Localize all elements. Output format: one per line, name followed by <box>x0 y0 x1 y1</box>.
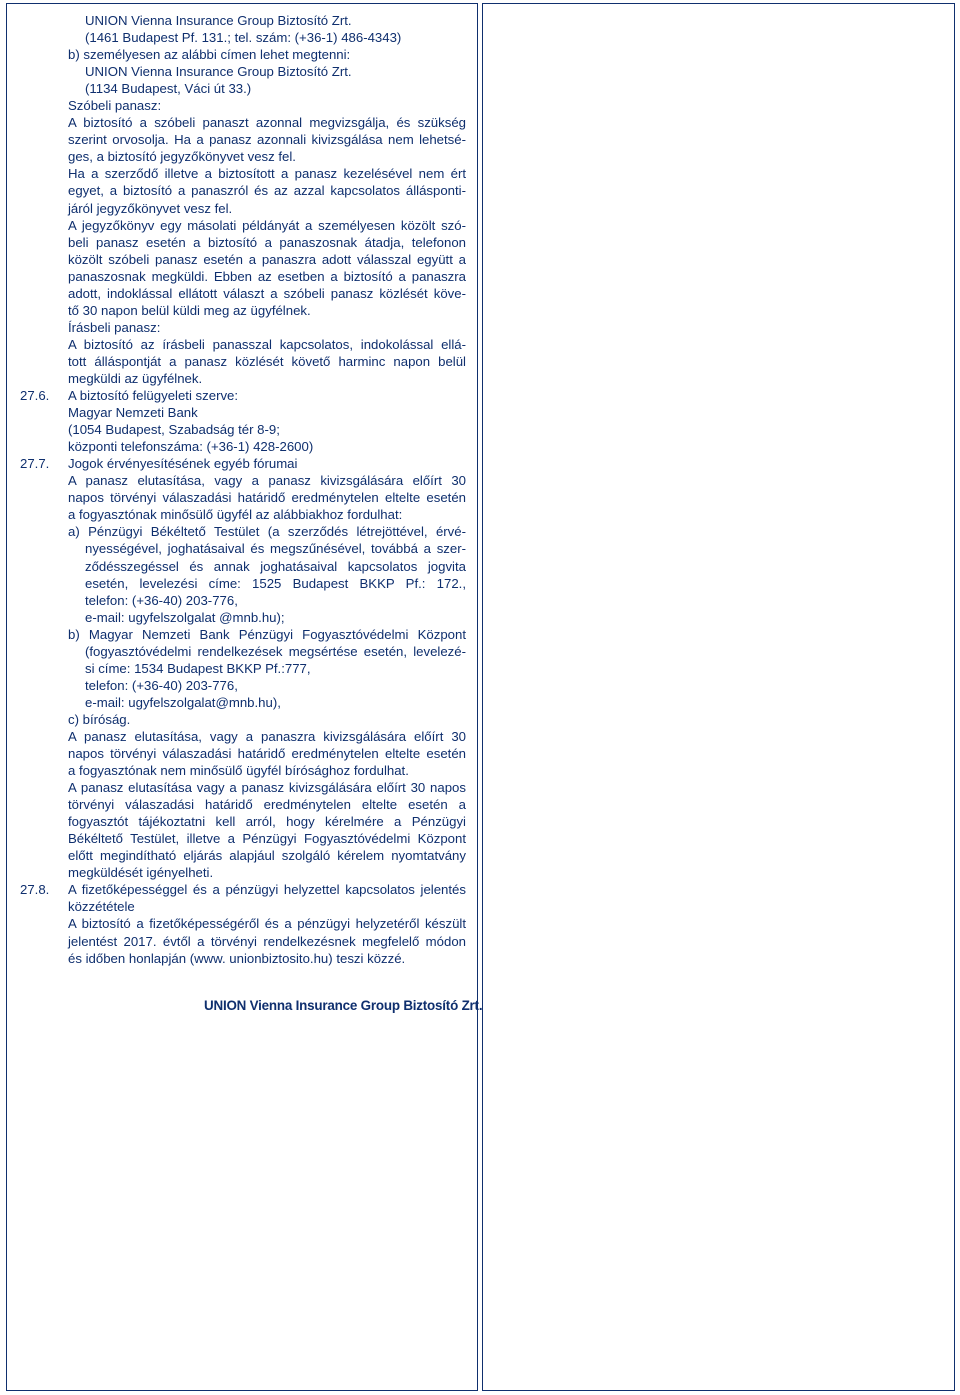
section-number: 27.7. <box>20 456 50 472</box>
section-number: 27.8. <box>20 882 50 898</box>
text-line: panaszosnak megküldi. Ebben az esetben a biztosító a panaszra <box>68 268 466 284</box>
text-line: központi telefonszáma: (+36-1) 428-2600) <box>68 439 314 455</box>
left-column-text <box>20 12 466 967</box>
section-27-7 <box>20 455 466 881</box>
text-line: A panasz elutasítása, vagy a panaszra kivizsgálására előírt 30 <box>68 728 466 744</box>
company-signature: UNION Vienna Insurance Group Biztosító Zrt. <box>204 998 483 1013</box>
text-line: e-mail: ugyfelszolgalat @mnb.hu); <box>85 609 285 625</box>
text-line: Magyar Nemzeti Bank <box>68 405 198 421</box>
text-line: adott, indoklással ellátott választ a szóbeli panasz közlését köve- <box>68 285 466 301</box>
text-line: megküldi az ügyfélnek. <box>68 370 203 386</box>
text-line: A panasz elutasítása, vagy a panasz kivizsgálására előírt 30 <box>68 473 466 489</box>
section-heading-cont: közzététele <box>68 899 135 915</box>
text-line: a fogyasztónak minősülő ügyfél az alábbiakhoz fordulhat: <box>68 507 403 523</box>
text-line: (1461 Budapest Pf. 131.; tel. szám: (+36-1) 486-4343) <box>85 30 402 46</box>
subheading-written-complaint: Írásbeli panasz: <box>68 319 161 335</box>
text-line: közölt szóbeli panasz esetén a panaszra adott válasszal együtt a <box>68 251 466 267</box>
text-line: és időben honlapján (www. unionbiztosito.hu) teszi közzé. <box>68 950 406 966</box>
text-line: napos törvényi válaszadási határidő eredménytelen eltelte esetén <box>68 490 466 506</box>
text-line: ges, a biztosító jegyzőkönyvet vesz fel. <box>68 149 296 165</box>
text-line: megküldését igényelheti. <box>68 865 214 881</box>
text-line: járól jegyzőkönyvet vesz fel. <box>68 200 233 216</box>
text-line: fogyasztót tájékoztatni kell arról, hogy kérelmére a Pénzügyi <box>68 814 466 830</box>
text-line: A biztosító a szóbeli panaszt azonnal megvizsgálja, és szükség <box>68 115 466 131</box>
subheading-oral-complaint: Szóbeli panasz: <box>68 98 162 114</box>
text-line: b) személyesen az alábbi címen lehet megtenni: <box>68 47 351 63</box>
text-line: Békéltető Testület, illetve a Pénzügyi Fogyasztóvédelmi Központ <box>68 831 466 847</box>
list-item-a: a) Pénzügyi Békéltető Testület (a szerződés létrejöttével, érvé- <box>68 524 466 540</box>
section-27-8 <box>20 881 466 966</box>
text-line: napos törvényi válaszadási határidő eredménytelen eltelte esetén <box>68 746 466 762</box>
text-line: (1054 Budapest, Szabadság tér 8-9; <box>68 422 280 438</box>
text-line: előtt megindítható eljárás alapjául szolgáló kérelem nyomtatvány <box>68 848 466 864</box>
text-line: UNION Vienna Insurance Group Biztosító Zrt. <box>85 13 352 28</box>
text-line: szerint orvosolja. Ha a panasz azonnali kivizsgálása nem lehetsé- <box>68 132 466 148</box>
list-item-b: b) Magyar Nemzeti Bank Pénzügyi Fogyasztóvédelmi Központ <box>68 626 466 642</box>
text-line: Ha a szerződő illetve a biztosított a panasz kezelésével nem ért <box>68 166 466 182</box>
text-line: (fogyasztóvédelmi rendelkezések megsértése esetén, levelezé- <box>85 643 466 659</box>
text-line: A biztosító az írásbeli panasszal kapcsolatos, indokolással ellá- <box>68 336 466 352</box>
section-27-6 <box>20 387 466 455</box>
text-line: e-mail: ugyfelszolgalat@mnb.hu), <box>85 694 281 710</box>
section-heading: Jogok érvényesítésének egyéb fórumai <box>68 456 298 472</box>
text-line: telefon: (+36-40) 203-776, <box>85 592 238 608</box>
text-line: egyet, a biztosító a panaszról és az azzal kapcsolatos állásponti- <box>68 183 466 199</box>
section-heading: A biztosító felügyeleti szerve: <box>68 388 239 404</box>
text-line: a fogyasztónak nem minősülő ügyfél bírósághoz fordulhat. <box>68 763 409 779</box>
text-line: nyességével, joghatásaival és megszűnésével, továbbá a szer- <box>85 541 466 557</box>
text-line: esetén, levelezési címe: 1525 Budapest BKKP Pf.: 172., <box>85 575 466 591</box>
text-line: (1134 Budapest, Váci út 33.) <box>85 81 252 97</box>
text-line: A panasz elutasítása vagy a panasz kivizsgálására előírt 30 napos <box>68 780 466 796</box>
text-line: si címe: 1534 Budapest BKKP Pf.:777, <box>85 660 311 676</box>
text-line: jelentést 2017. évtől a törvényi rendelkezésnek megfelelő módon <box>68 933 466 949</box>
text-line: tő 30 napon belül küldi meg az ügyfélnek. <box>68 302 311 318</box>
right-column-frame <box>482 3 955 1391</box>
text-line: beli panasz esetén a biztosító a panaszosnak átadja, telefonon <box>68 234 466 250</box>
text-line: A jegyzőkönyv egy másolati példányát a személyesen közölt szó- <box>68 217 466 233</box>
text-line: tott álláspontját a panasz közlését követő harminc napon belül <box>68 353 466 369</box>
list-item-c: c) bíróság. <box>68 711 131 727</box>
text-line: törvényi válaszadási határidő eredménytelen eltelte esetén a <box>68 797 466 813</box>
text-line: UNION Vienna Insurance Group Biztosító Zrt. <box>85 64 352 80</box>
section-number: 27.6. <box>20 388 50 404</box>
section-heading: A fizetőképességgel és a pénzügyi helyzettel kapcsolatos jelentés <box>68 882 466 898</box>
text-line: ződésszegéssel és annak joghatásaival kapcsolatos jogvita <box>85 558 466 574</box>
text-line: A biztosító a fizetőképességéről és a pénzügyi helyzetéről készült <box>68 916 466 932</box>
text-line: telefon: (+36-40) 203-776, <box>85 677 238 693</box>
